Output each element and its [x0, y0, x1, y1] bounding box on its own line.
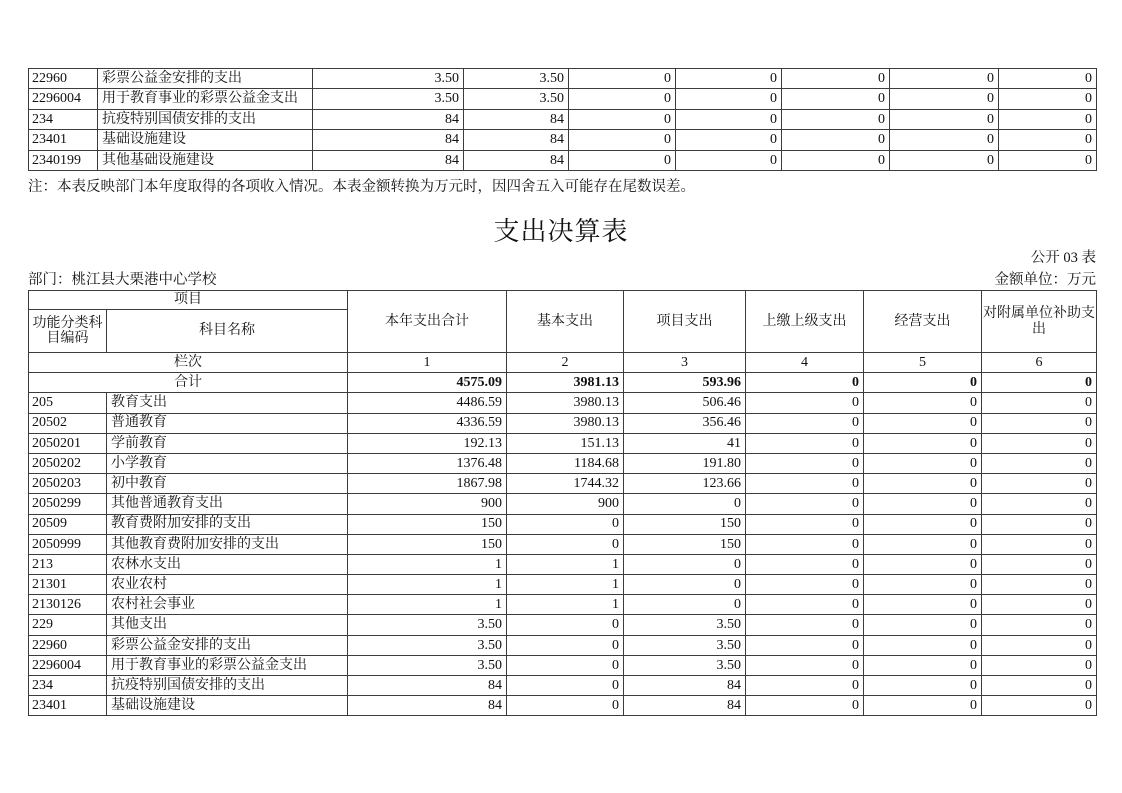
department-label: 部门：桃江县大栗港中心学校	[28, 272, 217, 288]
row-value: 0	[507, 514, 624, 534]
table-row	[29, 89, 1097, 109]
row-value: 0	[746, 413, 864, 433]
table-row	[29, 494, 1097, 514]
row-value: 3.50	[464, 69, 569, 89]
column-index: 1	[348, 353, 507, 373]
row-value: 0	[982, 433, 1097, 453]
row-value: 0	[507, 676, 624, 696]
table-row	[29, 109, 1097, 129]
row-value: 1867.98	[348, 474, 507, 494]
row-value: 0	[746, 595, 864, 615]
row-value: 3980.13	[507, 393, 624, 413]
row-value: 3.50	[348, 635, 507, 655]
row-value: 0	[676, 69, 782, 89]
row-value: 0	[782, 130, 890, 150]
row-value: 0	[864, 393, 982, 413]
table-row	[29, 130, 1097, 150]
row-value: 0	[569, 130, 676, 150]
row-value: 0	[569, 150, 676, 170]
page-title: 支出决算表	[493, 217, 629, 246]
row-value: 0	[890, 69, 999, 89]
row-value: 0	[864, 474, 982, 494]
row-code: 234	[29, 109, 98, 129]
row-value: 0	[507, 655, 624, 675]
row-value: 0	[999, 69, 1097, 89]
row-value: 0	[864, 676, 982, 696]
row-name: 农林水支出	[107, 554, 348, 574]
row-code: 2050201	[29, 433, 107, 453]
row-value: 84	[464, 150, 569, 170]
row-value: 1184.68	[507, 453, 624, 473]
row-name: 教育支出	[107, 393, 348, 413]
total-row	[29, 373, 1097, 393]
header-col-subsidy: 对附属单位补助支出	[982, 291, 1097, 353]
row-value: 0	[746, 393, 864, 413]
table-code-label: 公开 03 表	[1030, 250, 1096, 266]
row-value: 0	[864, 413, 982, 433]
row-value: 0	[507, 635, 624, 655]
row-value: 84	[313, 130, 464, 150]
table-meta-line	[28, 268, 1096, 289]
row-value: 0	[982, 595, 1097, 615]
row-value: 1	[507, 575, 624, 595]
row-name: 基础设施建设	[98, 130, 313, 150]
row-name: 初中教育	[107, 474, 348, 494]
row-value: 150	[624, 514, 746, 534]
table-row	[29, 433, 1097, 453]
row-value: 0	[864, 514, 982, 534]
row-value: 0	[890, 89, 999, 109]
table-row	[29, 150, 1097, 170]
column-index: 4	[746, 353, 864, 373]
row-value: 3980.13	[507, 413, 624, 433]
row-value: 0	[746, 554, 864, 574]
row-name: 农村社会事业	[107, 595, 348, 615]
row-value: 41	[624, 433, 746, 453]
row-value: 0	[746, 635, 864, 655]
row-code: 22960	[29, 69, 98, 89]
header-col-basic: 基本支出	[507, 291, 624, 353]
table-row	[29, 534, 1097, 554]
row-value: 84	[464, 109, 569, 129]
row-value: 0	[864, 534, 982, 554]
row-value: 1	[348, 575, 507, 595]
row-value: 356.46	[624, 413, 746, 433]
total-label: 合计	[29, 373, 348, 393]
total-value: 3981.13	[507, 373, 624, 393]
row-value: 0	[982, 514, 1097, 534]
row-code: 2340199	[29, 150, 98, 170]
column-index: 3	[624, 353, 746, 373]
row-name: 普通教育	[107, 413, 348, 433]
row-code: 229	[29, 615, 107, 635]
row-code: 2296004	[29, 89, 98, 109]
row-value: 0	[624, 554, 746, 574]
row-value: 0	[624, 595, 746, 615]
row-value: 0	[982, 655, 1097, 675]
row-value: 0	[746, 676, 864, 696]
row-code: 23401	[29, 130, 98, 150]
row-value: 192.13	[348, 433, 507, 453]
row-name: 用于教育事业的彩票公益金支出	[98, 89, 313, 109]
row-code: 21301	[29, 575, 107, 595]
total-value: 0	[864, 373, 982, 393]
row-value: 0	[890, 109, 999, 129]
row-value: 1744.32	[507, 474, 624, 494]
row-name: 彩票公益金安排的支出	[107, 635, 348, 655]
row-value: 0	[746, 494, 864, 514]
row-value: 0	[746, 696, 864, 716]
total-value: 593.96	[624, 373, 746, 393]
row-value: 150	[624, 534, 746, 554]
row-value: 0	[624, 494, 746, 514]
table-row	[29, 413, 1097, 433]
lanci-label: 栏次	[29, 353, 348, 373]
row-value: 3.50	[348, 655, 507, 675]
row-code: 20509	[29, 514, 107, 534]
row-value: 0	[864, 453, 982, 473]
header-col-total: 本年支出合计	[348, 291, 507, 353]
row-value: 0	[782, 109, 890, 129]
row-value: 0	[569, 69, 676, 89]
row-value: 0	[890, 130, 999, 150]
row-code: 2050202	[29, 453, 107, 473]
total-value: 4575.09	[348, 373, 507, 393]
header-col-operating: 经营支出	[864, 291, 982, 353]
row-value: 0	[507, 534, 624, 554]
row-value: 0	[982, 494, 1097, 514]
row-value: 0	[569, 109, 676, 129]
row-value: 0	[782, 89, 890, 109]
column-index: 6	[982, 353, 1097, 373]
row-code: 2050203	[29, 474, 107, 494]
row-value: 0	[746, 655, 864, 675]
row-value: 0	[864, 575, 982, 595]
row-value: 0	[864, 595, 982, 615]
table-row	[29, 615, 1097, 635]
row-name: 小学教育	[107, 453, 348, 473]
row-value: 0	[999, 109, 1097, 129]
column-index-row	[29, 353, 1097, 373]
row-value: 0	[982, 453, 1097, 473]
row-value: 0	[864, 615, 982, 635]
table-row	[29, 655, 1097, 675]
table-row	[29, 595, 1097, 615]
table-row	[29, 676, 1097, 696]
income-table-note: 注：本表反映部门本年度取得的各项收入情况。本表金额转换为万元时，因四舍五入可能存在尾数误差。	[28, 179, 695, 195]
row-value: 0	[982, 615, 1097, 635]
row-name: 基础设施建设	[107, 696, 348, 716]
row-value: 0	[982, 413, 1097, 433]
row-value: 84	[624, 676, 746, 696]
row-name: 农业农村	[107, 575, 348, 595]
table-row	[29, 554, 1097, 574]
row-value: 0	[982, 554, 1097, 574]
header-col-upper: 上缴上级支出	[746, 291, 864, 353]
row-value: 0	[507, 696, 624, 716]
row-value: 150	[348, 514, 507, 534]
row-value: 1	[348, 595, 507, 615]
row-code: 2050999	[29, 534, 107, 554]
row-value: 0	[746, 474, 864, 494]
row-value: 0	[864, 494, 982, 514]
unit-label: 金额单位：万元	[994, 272, 1096, 288]
header-col-project-exp: 项目支出	[624, 291, 746, 353]
row-value: 3.50	[313, 89, 464, 109]
table-row	[29, 453, 1097, 473]
row-value: 0	[999, 130, 1097, 150]
row-value: 84	[348, 676, 507, 696]
row-value: 84	[464, 130, 569, 150]
row-name: 教育费附加安排的支出	[107, 514, 348, 534]
row-value: 0	[746, 534, 864, 554]
total-value: 0	[746, 373, 864, 393]
row-value: 0	[982, 534, 1097, 554]
column-index: 2	[507, 353, 624, 373]
row-value: 900	[507, 494, 624, 514]
row-value: 900	[348, 494, 507, 514]
row-value: 0	[982, 393, 1097, 413]
row-value: 0	[782, 150, 890, 170]
row-value: 3.50	[624, 635, 746, 655]
row-value: 84	[624, 696, 746, 716]
row-value: 84	[348, 696, 507, 716]
row-value: 0	[999, 150, 1097, 170]
row-name: 抗疫特别国债安排的支出	[107, 676, 348, 696]
row-value: 0	[746, 514, 864, 534]
table-row	[29, 514, 1097, 534]
row-value: 0	[746, 453, 864, 473]
row-name: 其他普通教育支出	[107, 494, 348, 514]
table-row	[29, 69, 1097, 89]
row-name: 学前教育	[107, 433, 348, 453]
row-value: 151.13	[507, 433, 624, 453]
row-value: 506.46	[624, 393, 746, 413]
row-code: 23401	[29, 696, 107, 716]
row-name: 用于教育事业的彩票公益金支出	[107, 655, 348, 675]
column-index: 5	[864, 353, 982, 373]
row-code: 234	[29, 676, 107, 696]
row-value: 0	[746, 433, 864, 453]
row-value: 0	[864, 554, 982, 574]
row-value: 1	[348, 554, 507, 574]
row-code: 22960	[29, 635, 107, 655]
row-value: 0	[982, 575, 1097, 595]
row-value: 0	[569, 89, 676, 109]
row-code: 205	[29, 393, 107, 413]
row-name: 抗疫特别国债安排的支出	[98, 109, 313, 129]
row-code: 20502	[29, 413, 107, 433]
row-value: 1376.48	[348, 453, 507, 473]
row-value: 3.50	[313, 69, 464, 89]
row-value: 0	[676, 89, 782, 109]
row-name: 彩票公益金安排的支出	[98, 69, 313, 89]
row-value: 0	[746, 575, 864, 595]
row-value: 1	[507, 595, 624, 615]
row-value: 0	[864, 433, 982, 453]
row-value: 0	[982, 696, 1097, 716]
table-row	[29, 635, 1097, 655]
row-value: 0	[982, 474, 1097, 494]
row-code: 2050299	[29, 494, 107, 514]
row-value: 0	[676, 109, 782, 129]
row-value: 3.50	[464, 89, 569, 109]
row-value: 1	[507, 554, 624, 574]
expenditure-table	[28, 290, 1097, 716]
row-value: 191.80	[624, 453, 746, 473]
income-table-fragment	[28, 68, 1097, 171]
row-value: 0	[864, 655, 982, 675]
row-value: 0	[890, 150, 999, 170]
table-row	[29, 474, 1097, 494]
header-project: 项目	[29, 291, 348, 310]
row-value: 150	[348, 534, 507, 554]
row-value: 3.50	[624, 615, 746, 635]
table-row	[29, 393, 1097, 413]
row-value: 84	[313, 150, 464, 170]
total-value: 0	[982, 373, 1097, 393]
row-code: 2130126	[29, 595, 107, 615]
header-row-project	[29, 291, 1097, 310]
row-value: 0	[676, 150, 782, 170]
row-name: 其他教育费附加安排的支出	[107, 534, 348, 554]
row-value: 0	[982, 676, 1097, 696]
table-row	[29, 575, 1097, 595]
row-value: 0	[624, 575, 746, 595]
header-code-label: 功能分类科目编码	[29, 310, 107, 353]
row-value: 0	[676, 130, 782, 150]
row-value: 4336.59	[348, 413, 507, 433]
row-value: 4486.59	[348, 393, 507, 413]
row-value: 3.50	[624, 655, 746, 675]
row-name: 其他支出	[107, 615, 348, 635]
row-value: 0	[999, 89, 1097, 109]
row-value: 0	[507, 615, 624, 635]
row-name: 其他基础设施建设	[98, 150, 313, 170]
row-value: 0	[782, 69, 890, 89]
row-value: 0	[746, 615, 864, 635]
row-value: 84	[313, 109, 464, 129]
row-code: 213	[29, 554, 107, 574]
table-row	[29, 696, 1097, 716]
row-value: 3.50	[348, 615, 507, 635]
header-name-label: 科目名称	[107, 310, 348, 353]
row-value: 0	[864, 696, 982, 716]
row-code: 2296004	[29, 655, 107, 675]
row-value: 0	[982, 635, 1097, 655]
row-value: 0	[864, 635, 982, 655]
row-value: 123.66	[624, 474, 746, 494]
